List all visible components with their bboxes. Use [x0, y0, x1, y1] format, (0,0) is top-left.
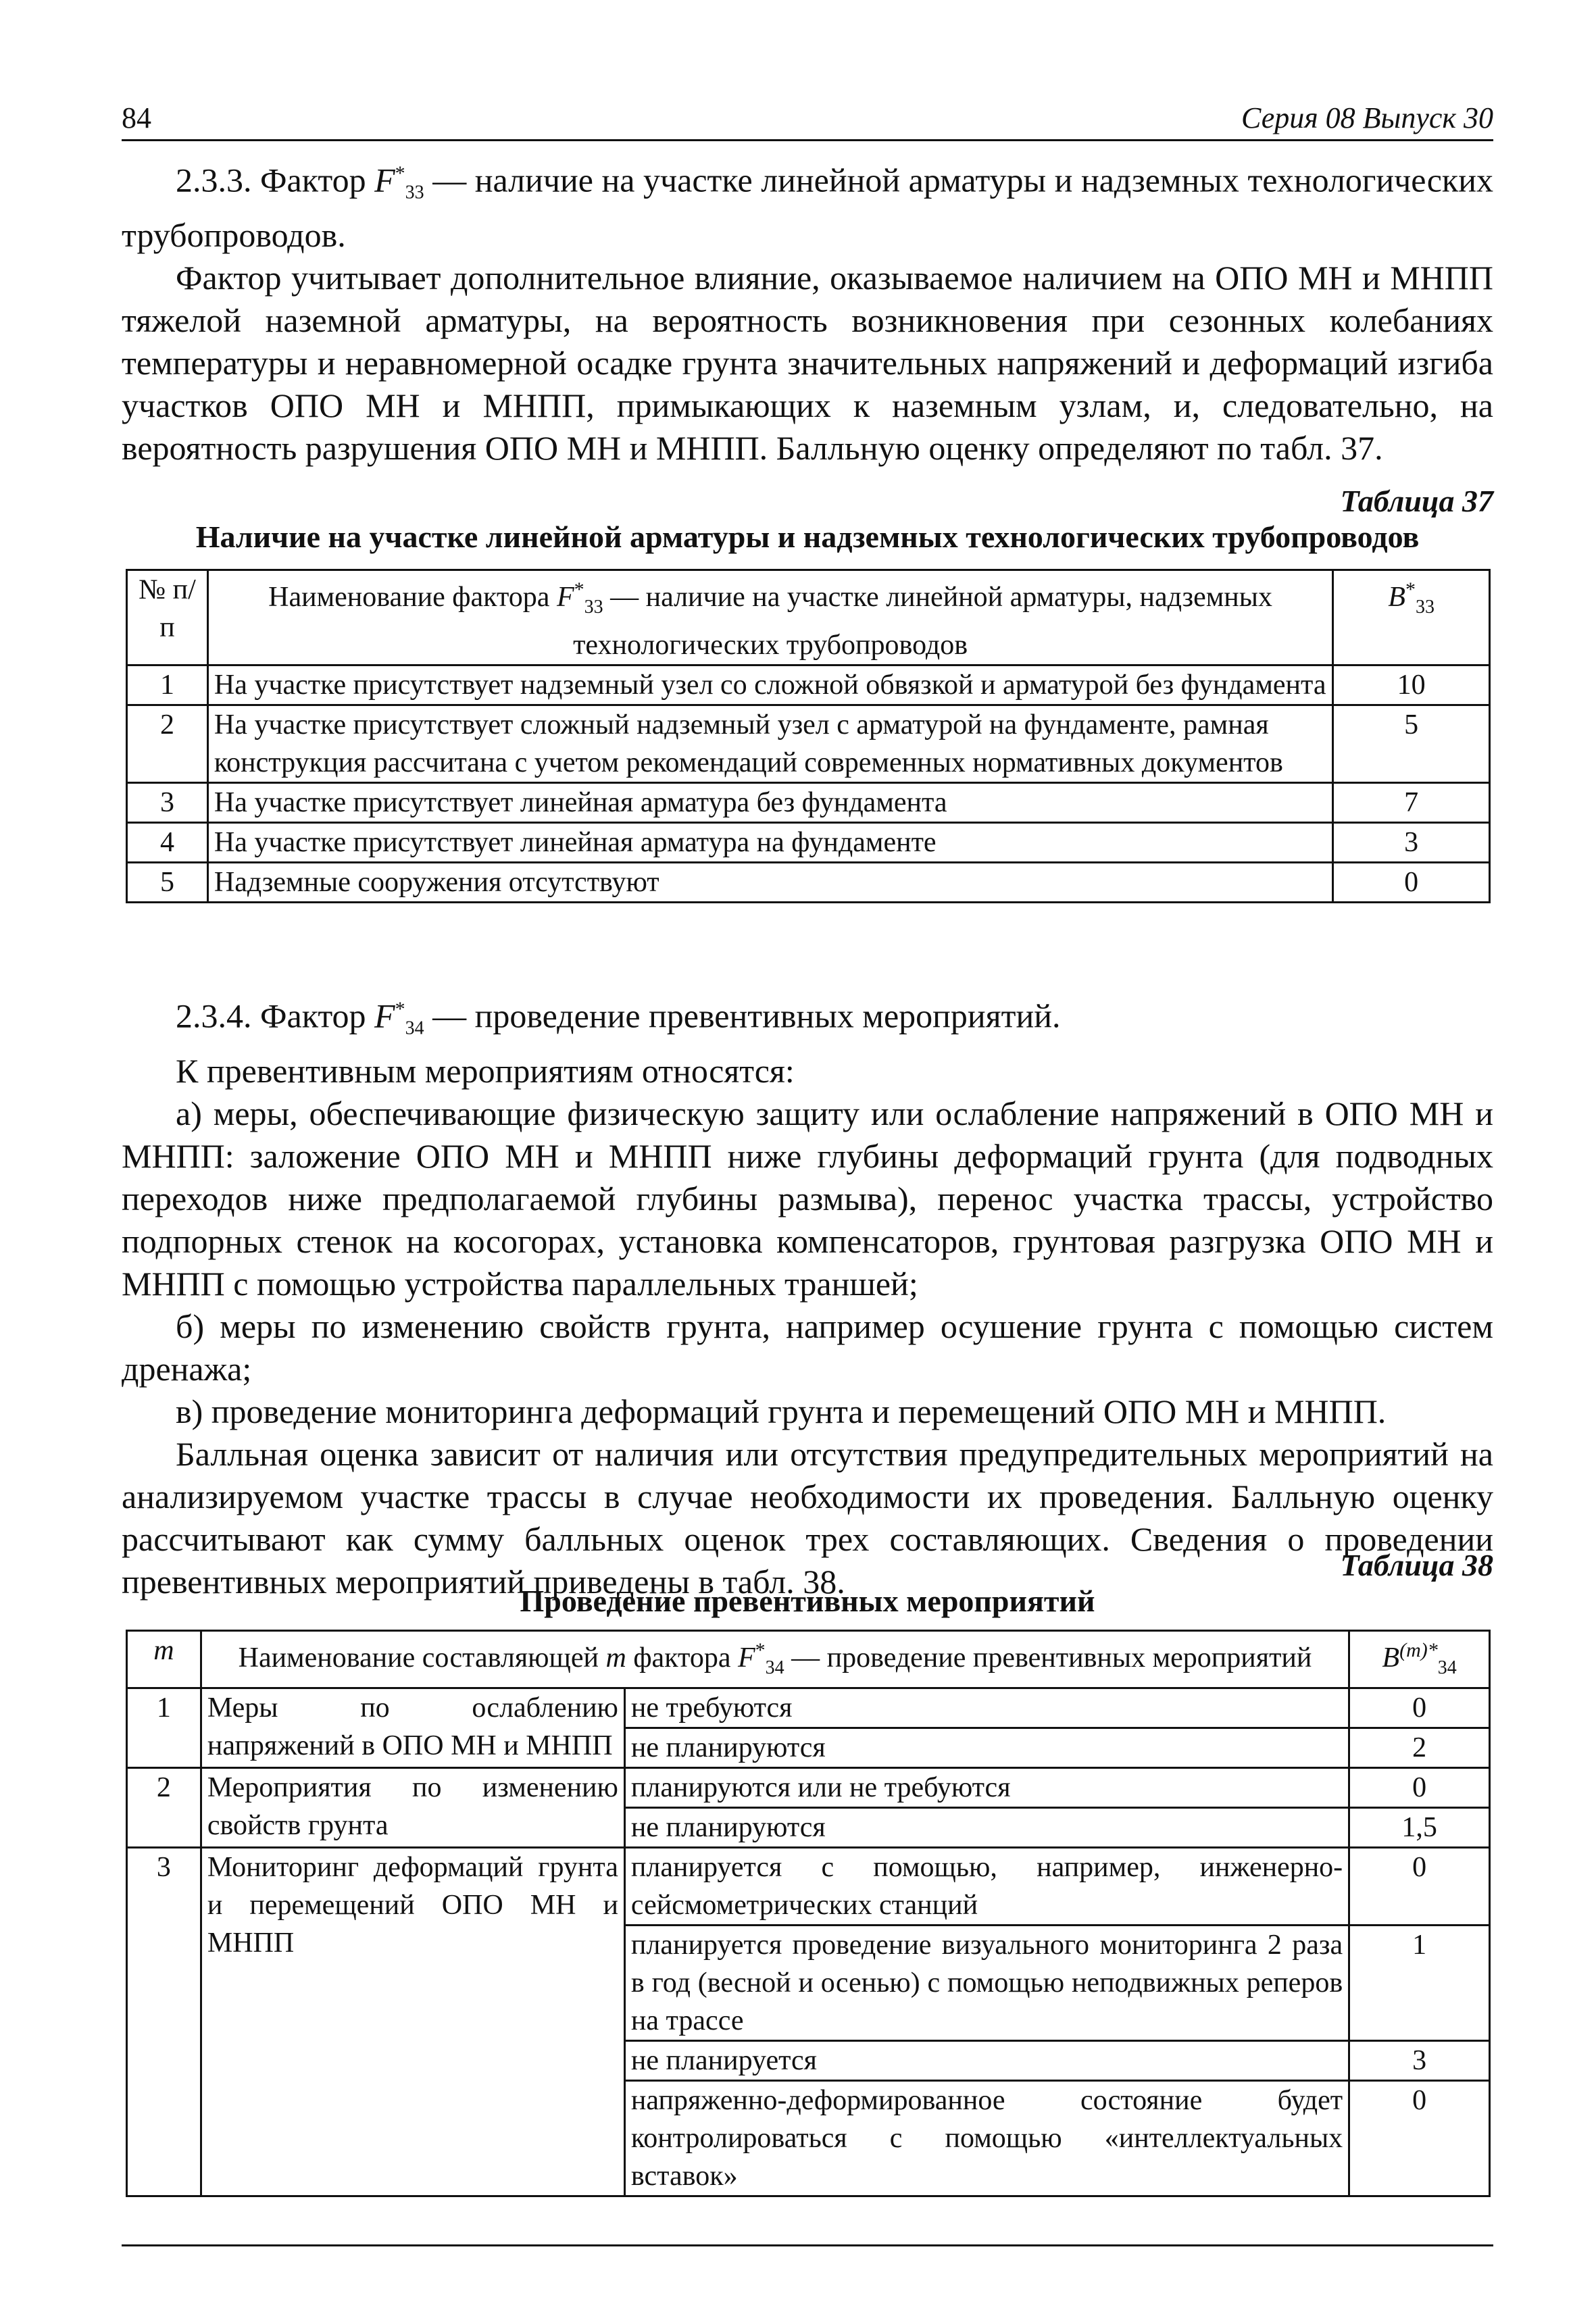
header-name-suffix: — проведение превентивных мероприятий [784, 1642, 1312, 1674]
option-score: 0 [1349, 1768, 1490, 1808]
header-name-mid: фактора [626, 1642, 738, 1674]
heading-prefix: 2.3.3. Фактор [176, 161, 375, 199]
table37-caption [122, 483, 1493, 555]
table-row [127, 1688, 1490, 1728]
option-text: напряженно-деформированное состояние будет контролироваться с помощью «интеллектуальных вставок» [624, 2081, 1349, 2196]
table-row [127, 1848, 1490, 1926]
header-score [1333, 570, 1490, 665]
paragraph: б) меры по изменению свойств грунта, например осушение грунта с помощью систем дренажа; [122, 1307, 1493, 1388]
bottom-rule [122, 2244, 1493, 2246]
header-name-suffix: — наличие на участке линейной арматуры, надземных технологических трубопроводов [573, 582, 1272, 661]
option-text: не планируются [624, 1808, 1349, 1848]
option-text: не требуются [624, 1688, 1349, 1728]
score-symbol: B [1388, 582, 1405, 613]
group-m: 2 [127, 1768, 201, 1848]
header-score [1349, 1631, 1490, 1688]
row-score: 5 [1333, 705, 1490, 783]
section-heading [122, 152, 1493, 257]
option-score: 0 [1349, 1688, 1490, 1728]
factor-sub: 33 [405, 182, 424, 203]
option-text: не планируется [624, 2041, 1349, 2081]
row-score: 0 [1333, 863, 1490, 903]
section-heading [122, 988, 1493, 1050]
table-title: Проведение превентивных мероприятий [520, 1584, 1095, 1618]
row-score: 3 [1333, 823, 1490, 863]
row-num: 1 [127, 665, 208, 705]
header-m: m [127, 1631, 201, 1688]
row-name: На участке присутствует линейная арматура без фундамента [207, 783, 1332, 823]
row-name: Надземные сооружения отсутствуют [207, 863, 1332, 903]
option-score: 3 [1349, 2041, 1490, 2081]
option-text: планируется с помощью, например, инженерно-сейсмометрических станций [624, 1848, 1349, 1926]
score-sup: (m)* [1399, 1639, 1438, 1661]
paragraph: К превентивным мероприятиям относятся: [176, 1051, 795, 1090]
header-name-prefix: Наименование составляющей [238, 1642, 606, 1674]
factor-sub: 33 [584, 597, 603, 618]
row-name: На участке присутствует надземный узел со сложной обвязкой и арматурой без фундамента [207, 665, 1332, 705]
row-num: 4 [127, 823, 208, 863]
heading-suffix: — наличие на участке линейной арматуры и надземных технологических трубопроводов. [122, 161, 1493, 254]
row-score: 10 [1333, 665, 1490, 705]
section-2-3-4 [122, 988, 1493, 1603]
paragraph: Балльная оценка зависит от наличия или отсутствия предупредительных мероприятий на анализируемом участке трассы в случае необходимости их проведения. Балльную оценку рассчитывают как сумму балльных оценок трех составляющих. Сведения о проведении превентивных мероприятий приведены в табл. 38. [122, 1434, 1493, 1601]
header-name [207, 570, 1332, 665]
option-text: планируется проведение визуального мониторинга 2 раза в год (весной и осенью) с помощью неподвижных реперов на трассе [624, 1926, 1349, 2041]
heading-prefix: 2.3.4. Фактор [176, 997, 375, 1035]
factor-sup: * [395, 998, 405, 1020]
page-header [122, 95, 1493, 141]
table-38 [126, 1630, 1491, 2197]
table-row [127, 783, 1490, 823]
factor-symbol: F [374, 161, 395, 199]
paragraph: а) меры, обеспечивающие физическую защиту или ослабление напряжений в ОПО МН и МНПП: заложение ОПО МН и МНПП ниже глубины деформаций грунта (для подводных переходов ниже предполагаемой глубины размыва), перенос участка трассы, устройство подпорных стенок на косогорах, установка компенсаторов, грунтовая разгрузка ОПО МН и МНПП с помощью устройства параллельных траншей; [122, 1094, 1493, 1303]
group-component: Мероприятия по изменению свойств грунта [201, 1768, 624, 1848]
row-score: 7 [1333, 783, 1490, 823]
row-name: На участке присутствует сложный надземный узел с арматурой на фундаменте, рамная конструкция рассчитана с учетом рекомендаций современных нормативных документов [207, 705, 1332, 783]
header-name [201, 1631, 1349, 1688]
table-row [127, 823, 1490, 863]
paragraph: в) проведение мониторинга деформаций грунта и перемещений ОПО МН и МНПП. [176, 1392, 1387, 1430]
score-sup: * [1405, 578, 1416, 601]
row-num: 3 [127, 783, 208, 823]
header-name-prefix: Наименование фактора [268, 582, 557, 613]
table-header-row [127, 1631, 1490, 1688]
series-label: Серия 08 Выпуск 30 [1241, 101, 1493, 134]
group-m: 3 [127, 1848, 201, 2196]
option-score: 2 [1349, 1728, 1490, 1768]
group-component: Мониторинг деформаций грунта и перемещений ОПО МН и МНПП [201, 1848, 624, 2196]
paragraph: Фактор учитывает дополнительное влияние, оказываемое наличием на ОПО МН и МНПП тяжелой наземной арматуры, на вероятность возникновения при сезонных колебаниях температуры и неравномерной осадке грунта значительных напряжений и деформаций изгиба участков ОПО МН и МНПП, примыкающих к наземным узлам, и, следовательно, на вероятность разрушения ОПО МН и МНПП. Балльную оценку определяют по табл. 37. [122, 258, 1493, 467]
factor-sup: * [755, 1639, 766, 1661]
factor-symbol: F [738, 1642, 755, 1674]
option-text: не планируются [624, 1728, 1349, 1768]
header-m-symbol: m [605, 1642, 626, 1674]
option-text: планируются или не требуются [624, 1768, 1349, 1808]
table-row [127, 863, 1490, 903]
option-score: 1,5 [1349, 1808, 1490, 1848]
factor-symbol: F [556, 582, 574, 613]
table-37 [126, 569, 1491, 903]
table-row [127, 1768, 1490, 1808]
option-score: 1 [1349, 1926, 1490, 2041]
table-row [127, 705, 1490, 783]
table-row [127, 665, 1490, 705]
page-number: 84 [122, 101, 151, 134]
table38-caption [122, 1547, 1493, 1619]
row-num: 2 [127, 705, 208, 783]
option-score: 0 [1349, 2081, 1490, 2196]
row-name: На участке присутствует линейная арматура на фундаменте [207, 823, 1332, 863]
table-number: Таблица 37 [1340, 484, 1493, 518]
factor-symbol: F [374, 997, 395, 1035]
factor-sub: 34 [405, 1017, 424, 1039]
row-num: 5 [127, 863, 208, 903]
section-2-3-3 [122, 152, 1493, 470]
factor-sup: * [395, 162, 405, 184]
group-component: Меры по ослаблению напряжений в ОПО МН и МНПП [201, 1688, 624, 1768]
heading-suffix: — проведение превентивных мероприятий. [424, 997, 1061, 1035]
score-symbol: B [1382, 1642, 1400, 1674]
factor-sub: 34 [765, 1657, 784, 1678]
group-m: 1 [127, 1688, 201, 1768]
table-header-row [127, 570, 1490, 665]
option-score: 0 [1349, 1848, 1490, 1926]
factor-sup: * [574, 578, 584, 601]
score-sub: 33 [1415, 597, 1435, 618]
table-title: Наличие на участке линейной арматуры и надземных технологических трубопроводов [195, 520, 1420, 554]
header-num: № п/п [127, 570, 208, 665]
table-number: Таблица 38 [1340, 1548, 1493, 1582]
score-sub: 34 [1437, 1657, 1457, 1678]
